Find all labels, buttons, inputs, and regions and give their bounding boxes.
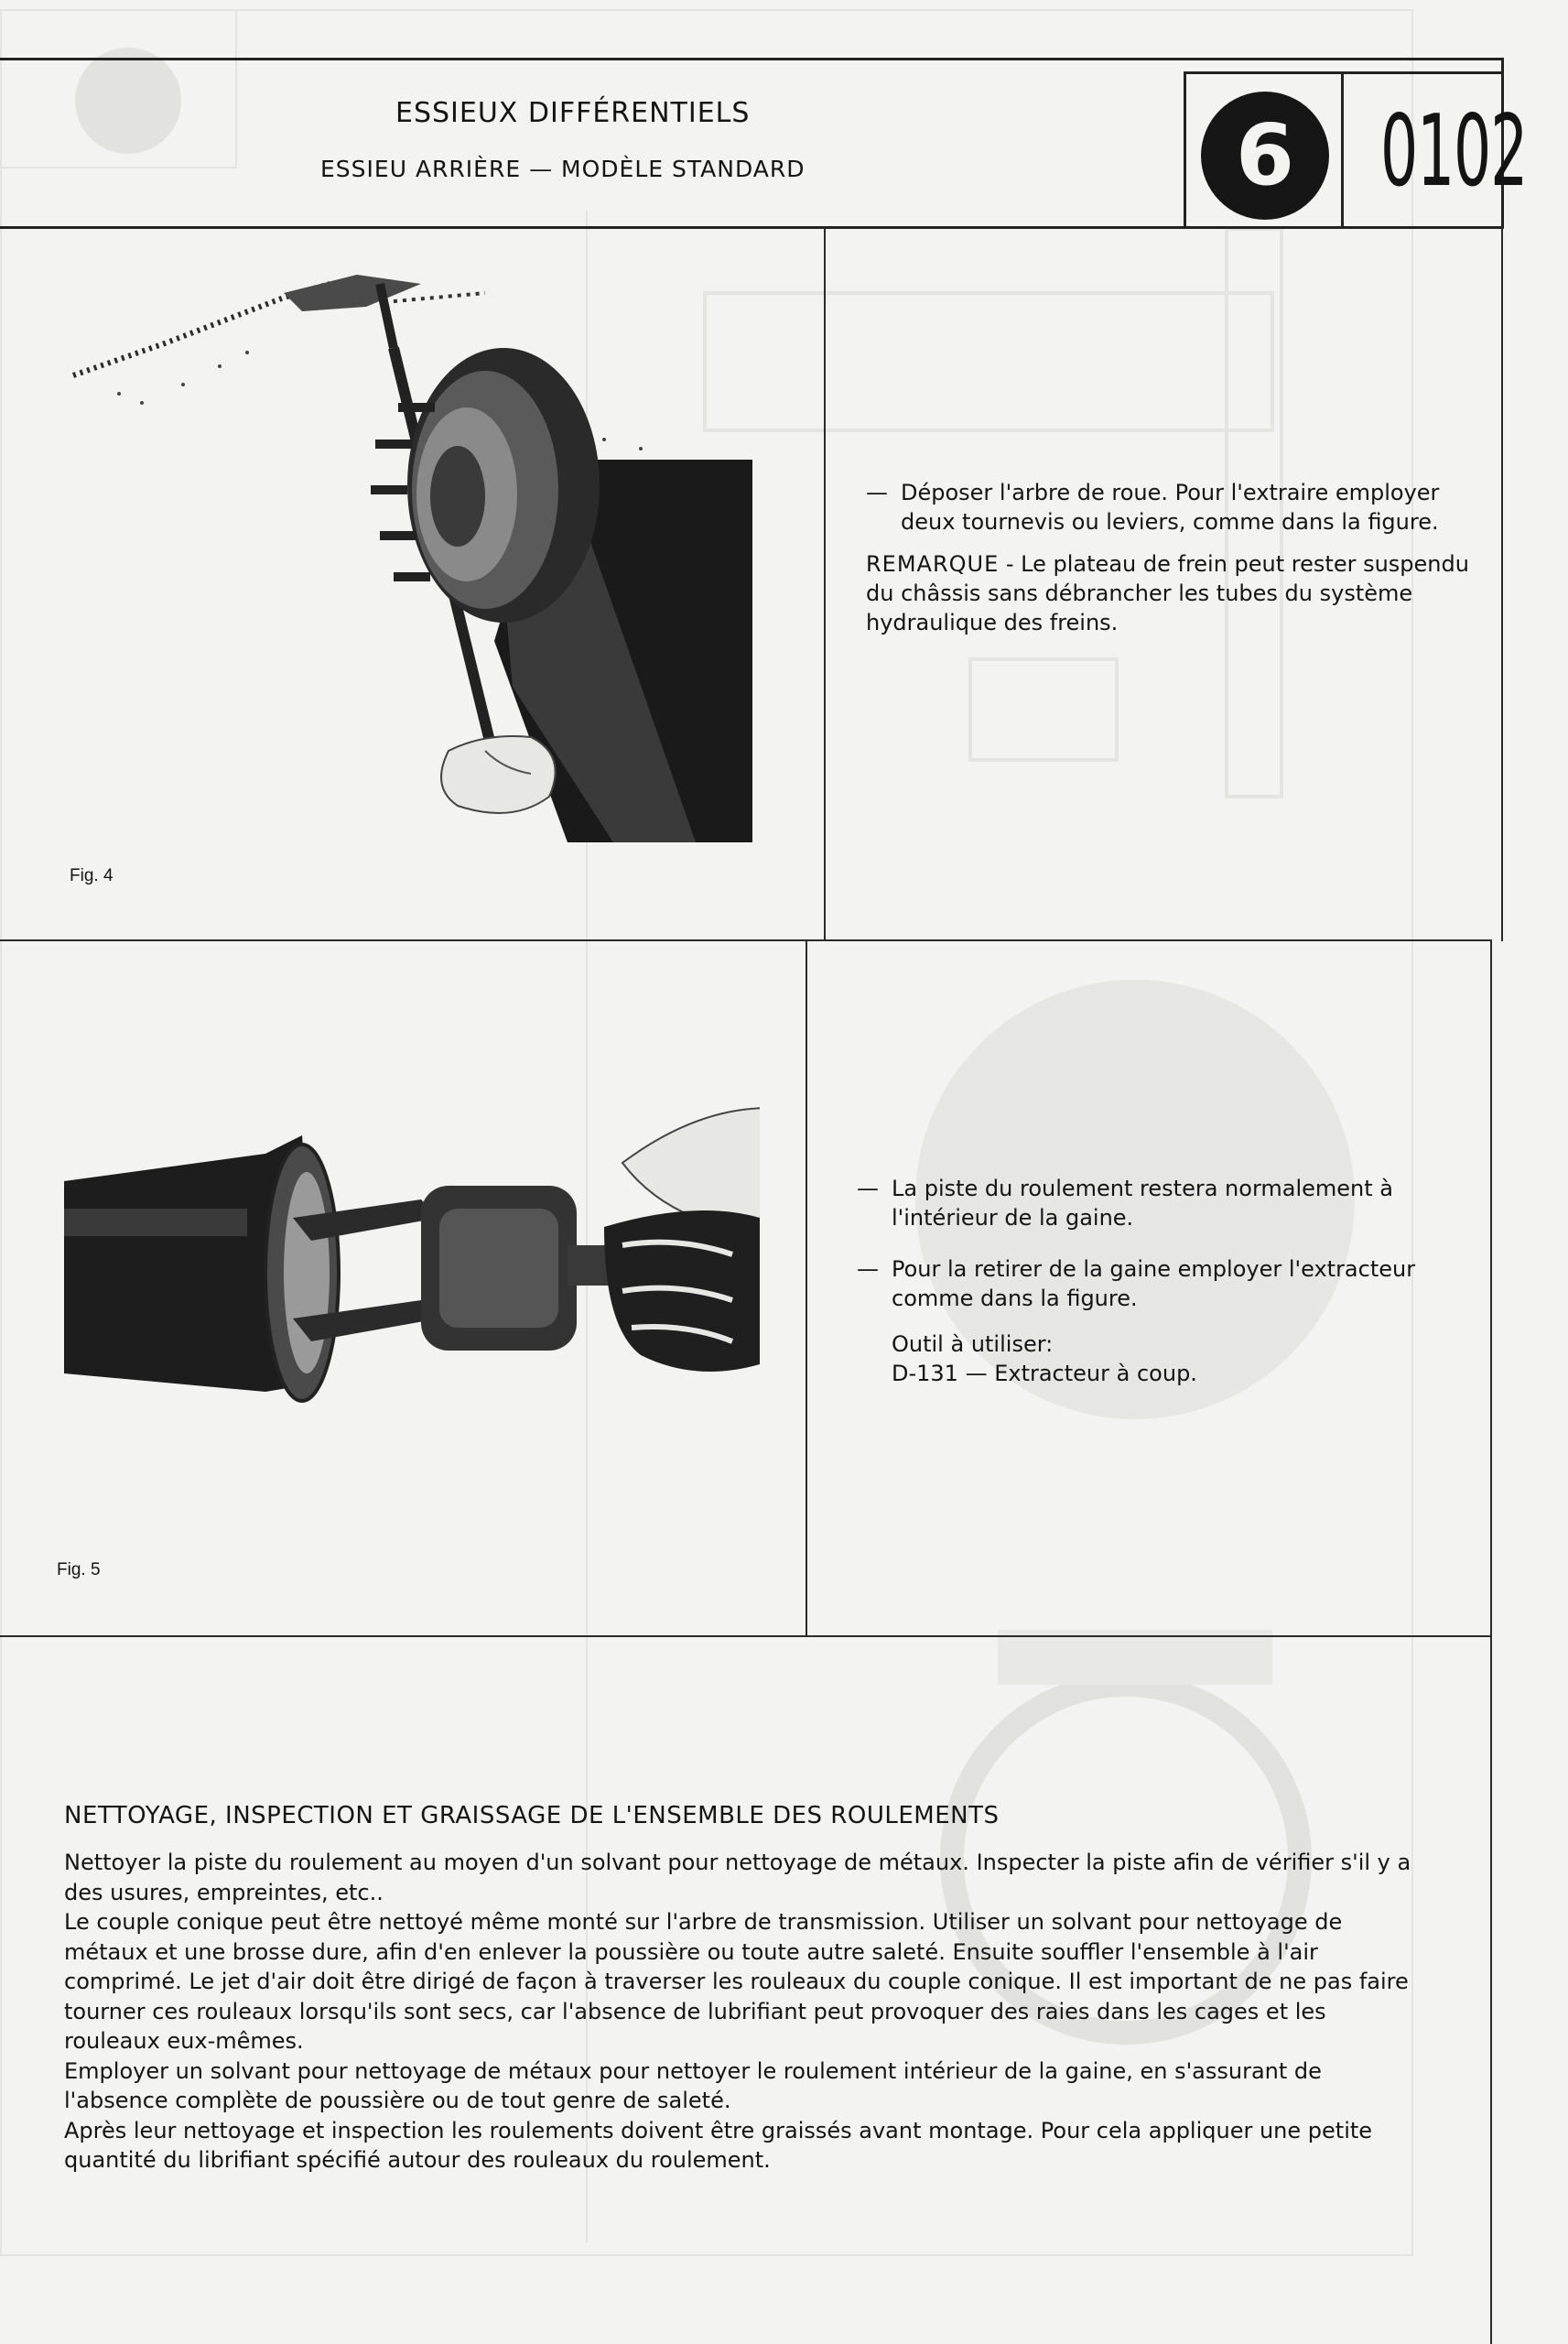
body-paragraph: Nettoyer la piste du roulement au moyen d'un solvant pour nettoyage de métaux. Inspecter la piste afin de vérifier s'il y a des usures, empreintes, etc.. [64, 1850, 1411, 1905]
figure-5-instructions [857, 1174, 1452, 1388]
row-divider [0, 1635, 1492, 1637]
instruction-text: Déposer l'arbre de roue. Pour l'extraire employer deux tournevis ou leviers, comme dans la figure. [901, 480, 1440, 535]
body-paragraph: Le couple conique peut être nettoyé même monté sur l'arbre de transmission. Utiliser un solvant pour nettoyage de métaux et une brosse dure, afin d'en enlever la poussière ou toute autre saleté. Ensuite souffler l'ensemble à l'air comprimé. Le jet d'air doit être dirigé de façon à traverser les rouleaux du couple conique. Il est important de ne pas faire tourner ces rouleaux lorsqu'ils sont secs, car l'absence de lubrifiant peut provoquer des raies dans les cages et les rouleaux eux-mêmes. [64, 1909, 1409, 2054]
instruction-step [866, 478, 1470, 537]
figure-4-instructions [866, 478, 1470, 637]
cleaning-body [64, 1848, 1419, 2176]
column-divider [806, 939, 807, 1637]
bullet-dash: — [857, 1176, 879, 1201]
remark-label: REMARQUE [866, 551, 1000, 577]
page-code: 0102 [1380, 94, 1528, 209]
body-paragraph: Employer un solvant pour nettoyage de métaux pour nettoyer le roulement intérieur de la gaine, en s'assurant de l'absence complète de poussière ou de tout genre de saleté. [64, 2057, 1322, 2113]
tool-value: D-131 — Extracteur à coup. [892, 1361, 1197, 1386]
figure-caption: Fig. 4 [70, 866, 114, 885]
figure-5-photo [55, 1080, 760, 1410]
instruction-step [857, 1174, 1452, 1232]
frame-right-edge [1490, 939, 1492, 1635]
frame-right-edge [1490, 1635, 1492, 2344]
bullet-dash: — [857, 1256, 879, 1282]
remark [866, 549, 1470, 637]
page-title: ESSIEUX DIFFÉRENTIELS [395, 97, 751, 129]
frame-right-edge [1501, 227, 1503, 941]
remark-text: - Le plateau de frein peut rester suspendu du châssis sans débrancher les tubes du système hydraulique des freins. [866, 551, 1469, 635]
figure-4-photo [55, 256, 769, 842]
section-heading: NETTOYAGE, INSPECTION ET GRAISSAGE DE L'ENSEMBLE DES ROULEMENTS [64, 1802, 1000, 1829]
bullet-dash: — [866, 480, 888, 505]
instruction-text: Pour la retirer de la gaine employer l'extracteur comme dans la figure. [892, 1256, 1416, 1311]
header-divider [1341, 71, 1344, 229]
body-paragraph: Après leur nettoyage et inspection les roulements doivent être graissés avant montage. Pour cela appliquer une petite quantité du librifiant spécifié autour des rouleaux du roulement. [64, 2117, 1373, 2173]
header-divider [1184, 71, 1186, 229]
instruction-step [857, 1254, 1452, 1313]
figure-caption: Fig. 5 [57, 1560, 101, 1579]
header-divider [1184, 71, 1504, 74]
section-number-badge: 6 [1201, 92, 1329, 220]
column-divider [824, 227, 826, 941]
page-subtitle: ESSIEU ARRIÈRE — MODÈLE STANDARD [320, 156, 806, 182]
tool-label: Outil à utiliser: [892, 1331, 1054, 1357]
instruction-text: La piste du roulement restera normalement à l'intérieur de la gaine. [892, 1176, 1394, 1231]
row-divider [0, 939, 1492, 941]
